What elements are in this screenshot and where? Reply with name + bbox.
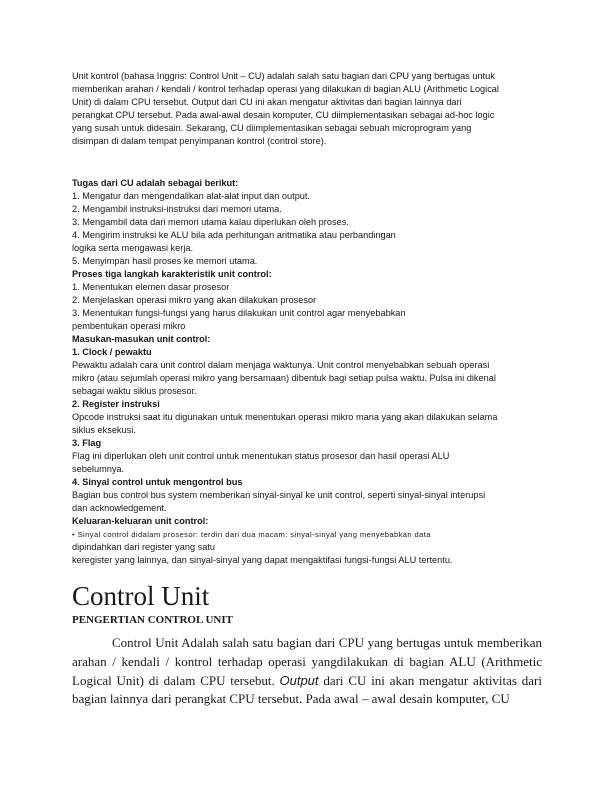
proses-item: 2. Menjelaskan operasi mikro yang akan dilakukan prosesor — [72, 295, 317, 305]
clock-text: Pewaktu adalah cara unit control dalam menjaga waktunya. Unit control menyebabkan sebuah operasi — [72, 360, 490, 370]
bus-title: 4. Sinyal control untuk mengontrol bus — [72, 477, 243, 487]
output-heading: Keluaran-keluaran unit control: — [72, 516, 209, 526]
task-item: 5. Menyimpan hasil proses ke memori utama. — [72, 256, 258, 266]
intro-line: memberikan arahan / kendali / kontrol terhadap operasi yang dilakukan di bagian ALU (Arithmetic Logical — [72, 84, 499, 94]
body-text-start: Control Unit Adalah salah satu bagian dari CPU yang bertugas untuk memberikan arahan / kendali / kontrol terhadap operasi yangdilakukan di bagian ALU (Arithmetic Logical Unit) di dalam CPU tersebut. — [72, 635, 542, 688]
tasks-heading: Tugas dari CU adalah sebagai berikut: — [72, 178, 239, 188]
input-heading: Masukan-masukan unit control: — [72, 334, 211, 344]
intro-paragraph — [72, 70, 542, 148]
body-text-emphasis: Output — [279, 672, 319, 688]
flag-title: 3. Flag — [72, 438, 102, 448]
intro-line: disimpan di dalam tempat penyimpanan kontrol (control store). — [72, 136, 327, 146]
task-item: 3. Mengambil data dari memori utama kalau diperlukan oleh proses. — [72, 217, 349, 227]
output-text: dipindahkan dari register yang satu — [72, 542, 216, 552]
intro-line: perangkat CPU tersebut. Pada awal-awal desain komputer, CU diimplementasikan sebagai ad-hoc logic — [72, 110, 495, 120]
bus-text: Bagian bus control bus system memberikan sinyal-sinyal ke unit control, seperti sinyal-sinyal interupsi — [72, 490, 486, 500]
section-subtitle: PENGERTIAN CONTROL UNIT — [72, 614, 233, 626]
task-item: 4. Mengirim instruksi ke ALU bila ada perhitungan aritmatika atau perbandingan — [72, 230, 396, 240]
task-item: logika serta mengawasi kerja. — [72, 243, 194, 253]
register-text: Opcode instruksi saat itu digunakan untuk menentukan operasi mikro mana yang akan dilakukan selama — [72, 412, 498, 422]
section-title: Control Unit — [72, 581, 210, 611]
task-item: 2. Mengambil instruksi-instruksi dari memori utama. — [72, 204, 282, 214]
task-item: 1. Mengatur dan mengendalikan alat-alat input dan output. — [72, 191, 311, 201]
proses-item: pembentukan operasi mikro — [72, 321, 186, 331]
bus-text: dan acknowledgement. — [72, 503, 167, 513]
intro-line: Unit kontrol (bahasa Inggris: Control Unit – CU) adalah salah satu bagian dari CPU yang bertugas untuk — [72, 71, 495, 81]
output-text: • Sinyal control didalam prosesor: terdiri dari dua macam: sinyal-sinyal yang menyebabkan data — [72, 530, 431, 539]
register-text: siklus eksekusi. — [72, 425, 136, 435]
body-paragraph — [72, 634, 542, 709]
tasks-section — [72, 177, 542, 567]
clock-text: sebagai waktu siklus prosesor. — [72, 386, 197, 396]
proses-item: 3. Menentukan fungsi-fungsi yang harus dilakukan unit control agar menyebabkan — [72, 308, 406, 318]
flag-text: Flag ini diperlukan oleh unit control untuk menentukan status prosesor dan hasil operasi ALU — [72, 451, 450, 461]
register-title: 2. Register instruksi — [72, 399, 160, 409]
intro-line: yang susah untuk didesain. Sekarang, CU diimplementasikan sebagai sebuah microprogram yang — [72, 123, 472, 133]
output-text: keregister yang lainnya, dan sinyal-sinyal yang dapat mengaktifasi fungsi-fungsi ALU tertentu. — [72, 555, 453, 565]
proses-heading: Proses tiga langkah karakteristik unit control: — [72, 269, 272, 279]
proses-item: 1. Menentukan elemen dasar prosesor — [72, 282, 230, 292]
body-text-end: dari CU ini akan mengatur aktivitas dari bagian lainnya dari perangkat CPU tersebut. Pada awal – awal desain komputer, CU — [72, 672, 542, 707]
flag-text: sebelumnya. — [72, 464, 125, 474]
clock-text: mikro (atau sejumlah operasi mikro yang bersamaan) dibentuk bagi setiap pulsa waktu. Pulsa ini dikenal — [72, 373, 496, 383]
intro-line: Unit) di dalam CPU tersebut. Output dari CU ini akan mengatur aktivitas dari bagian lainnya dari — [72, 97, 462, 107]
clock-title: 1. Clock / pewaktu — [72, 347, 152, 357]
